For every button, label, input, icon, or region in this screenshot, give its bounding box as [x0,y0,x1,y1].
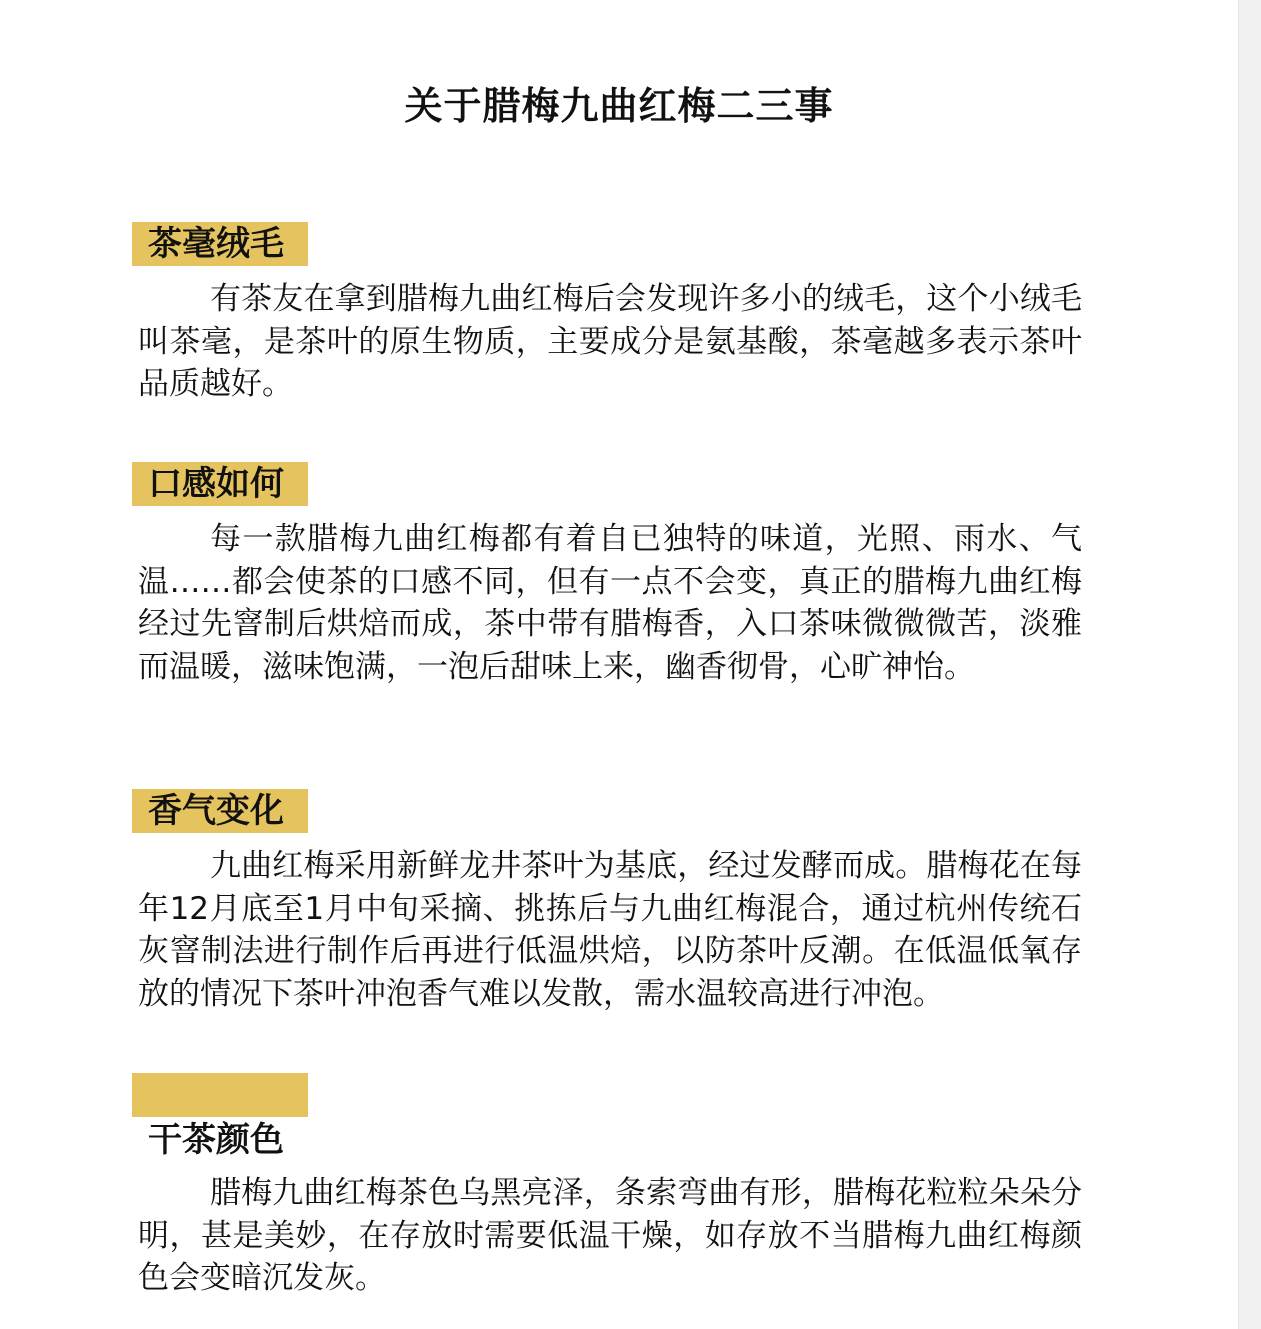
section-body-tea-hair: 有茶友在拿到腊梅九曲红梅后会发现许多小的绒毛，这个小绒毛叫茶毫，是茶叶的原生物质，主要成分是氨基酸，茶毫越多表示茶叶品质越好。 [138,281,1082,402]
section-body-dry-tea-color: 腊梅九曲红梅茶色乌黑亮泽，条索弯曲有形，腊梅花粒粒朵朵分明，甚是美妙，在存放时需要低温干燥，如存放不当腊梅九曲红梅颜色会变暗沉发灰。 [138,1175,1082,1296]
section-heading-aroma: 香气变化 [148,791,284,831]
section-body-aroma: 九曲红梅采用新鲜龙井茶叶为基底，经过发酵而成。腊梅花在每年12月底至1月中旬采摘、挑拣后与九曲红梅混合，通过杭州传统石灰窨制法进行制作后再进行低温烘焙，以防茶叶反潮。在低温低氧存放的情况下茶叶冲泡香气难以发散，需水温较高进行冲泡。 [138,848,1082,1012]
section-heading-tea-hair: 茶毫绒毛 [148,224,284,264]
heading-highlight [132,1073,308,1117]
article-title: 关于腊梅九曲红梅二三事 [404,84,834,128]
section-heading-taste: 口感如何 [148,464,284,504]
section-body-taste: 每一款腊梅九曲红梅都有着自已独特的味道，光照、雨水、气温……都会使茶的口感不同，但有一点不会变，真正的腊梅九曲红梅经过先窨制后烘焙而成，茶中带有腊梅香，入口茶味微微微苦，淡雅而温暖，滋味饱满，一泡后甜味上来，幽香彻骨，心旷神怡。 [138,521,1082,685]
vertical-scrollbar[interactable] [1238,0,1261,1329]
section-heading-dry-tea-color: 干茶颜色 [148,1120,284,1160]
